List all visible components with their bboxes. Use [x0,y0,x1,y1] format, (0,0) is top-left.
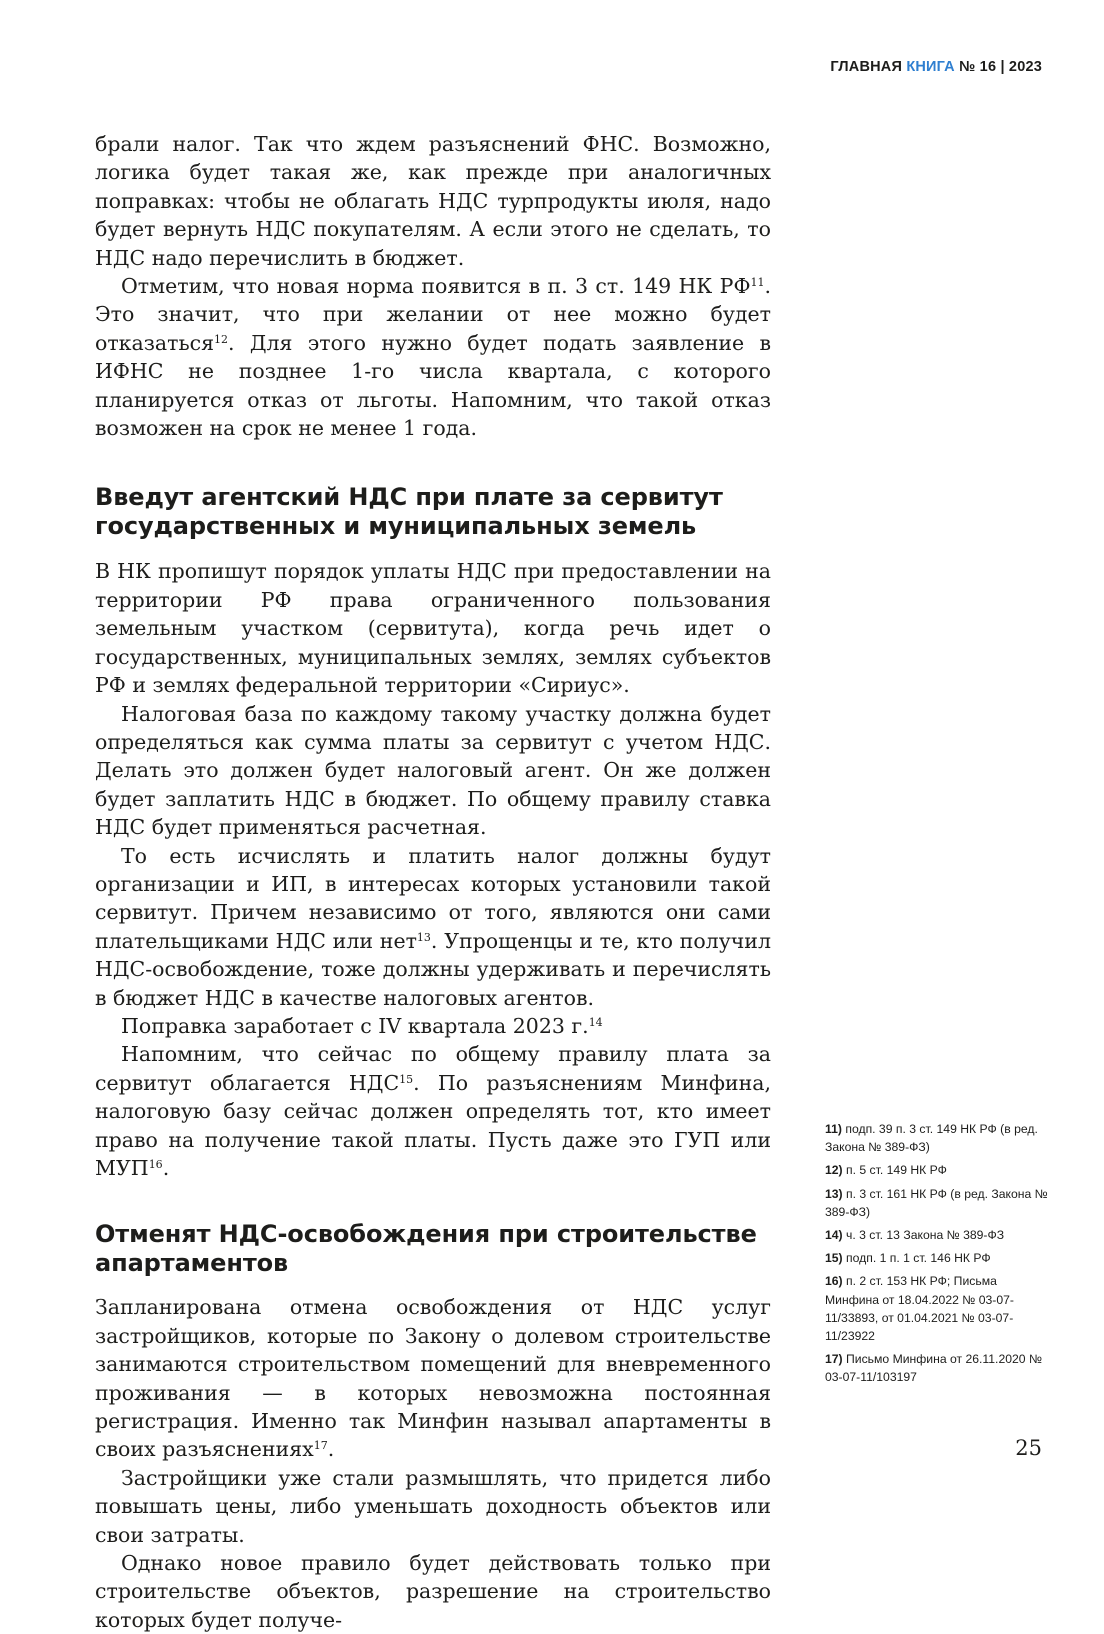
paragraph-8: Запланирована отмена освобождения от НДС услуг застройщиков, которые по Закону о долевом строительстве занимаются строительством помещений для вневременного проживания — в которых невозможна постоянная регистрация. Именно так Минфин называл апартаменты в своих разъяснениях$^{17}$. [95,1295,771,1462]
footnote-ref-11: 11 [750,276,765,290]
header-title-accent: КНИГА [906,59,955,75]
footnote-ref-15: 15 [399,1072,414,1086]
paragraph-2: Отметим, что новая норма появится в п. 3 ст. 149 НК РФ$^{11}$. Это значит, что при желании от нее можно будет отказаться$^{12}$. Для этого нужно будет подать заявление в ИФНС не позднее 1-го числа квартала, с которого планируется отказ от льготы. Напомним, что такой отказ возможен на срок не менее 1 года. [95,274,771,441]
article-body [95,130,771,1634]
footnotes-column [825,1120,1050,1392]
paragraph-6: Поправка заработает с IV квартала 2023 г.$^{14}$ [121,1013,603,1038]
footnote-ref-13: 13 [416,930,431,944]
paragraph-1: брали налог. Так что ждем разъяснений ФНС. Возможно, логика будет такая же, как прежде при аналогичных поправках: чтобы не облагать НДС турпродукты июля, надо будет вернуть НДС покупателям. А если этого не сделать, то НДС надо перечислить в бюджет. [95,132,771,270]
section-heading-servitude: Введут агентский НДС при плате за сервитут государственных и муниципальных земель [95,483,723,540]
footnote-ref-16: 16 [148,1158,163,1171]
footnote-ref-14: 14 [588,1015,603,1029]
paragraph-5: То есть исчислять и платить налог должны будут организации и ИП, в интересах которых установили такой сервитут. Причем независимо от того, являются они сами плательщиками НДС или нет$^{13}$. Упрощенцы и те, кто получил НДС-освобождение, тоже должны удерживать и перечислять в бюджет НДС в качестве налоговых агентов. [95,843,771,1010]
header-title: ГЛАВНАЯ [830,59,903,75]
footnote-15: 15) подп. 1 п. 1 ст. 146 НК РФ [825,1251,991,1266]
paragraph-10: Однако новое правило будет действовать только при строительстве объектов, разрешение на строительство которых будет получе- [95,1551,771,1632]
footnote-14: 14) ч. 3 ст. 13 Закона № 389-ФЗ [825,1228,1005,1243]
section-heading-apartments: Отменят НДС-освобождения при строительстве апартаментов [95,1220,757,1277]
paragraph-4: Налоговая база по каждому такому участку должна будет определяться как сумма платы за сервитут с учетом НДС. Делать это должен будет налоговый агент. Он же должен будет заплатить НДС в бюджет. По общему правилу ставка НДС будет применяться расчетная. [95,701,771,840]
footnote-16: 16) п. 2 ст. 153 НК РФ; Письма Минфина от 18.04.2022 № 03-07-11/33893, от 01.04.2021 № 03-07-11/23922 [825,1274,1014,1344]
footnote-11: 11) подп. 39 п. 3 ст. 149 НК РФ (в ред. Закона № 389-ФЗ) [825,1122,1038,1155]
footnote-12: 12) п. 5 ст. 149 НК РФ [825,1163,947,1178]
paragraph-9: Застройщики уже стали размышлять, что придется либо повышать цены, либо уменьшать доходность объектов или свои затраты. [95,1465,771,1547]
footnote-ref-12: 12 [214,332,229,346]
footnote-17: 17) Письмо Минфина от 26.11.2020 № 03-07-11/103197 [825,1352,1043,1385]
footnote-13: 13) п. 3 ст. 161 НК РФ (в ред. Закона № 389-ФЗ) [825,1186,1048,1219]
running-header [830,59,1042,75]
page-number: 25 [1015,1436,1042,1460]
paragraph-7: Напомним, что сейчас по общему правилу плата за сервитут облагается НДС$^{15}$. По разъяснениям Минфина, налоговую базу сейчас должен определять тот, кто имеет право на получение такой платы. Пусть даже это ГУП или МУП$^{16}$. [95,1042,771,1180]
footnote-ref-17: 17 [313,1439,328,1453]
header-issue: № 16 | 2023 [959,59,1042,75]
paragraph-3: В НК пропишут порядок уплаты НДС при предоставлении на территории РФ права ограниченного пользования земельным участком (сервитута), когда речь идет о государственных, муниципальных землях, землях субъектов РФ и землях федеральной территории «Сириус». [95,559,771,698]
